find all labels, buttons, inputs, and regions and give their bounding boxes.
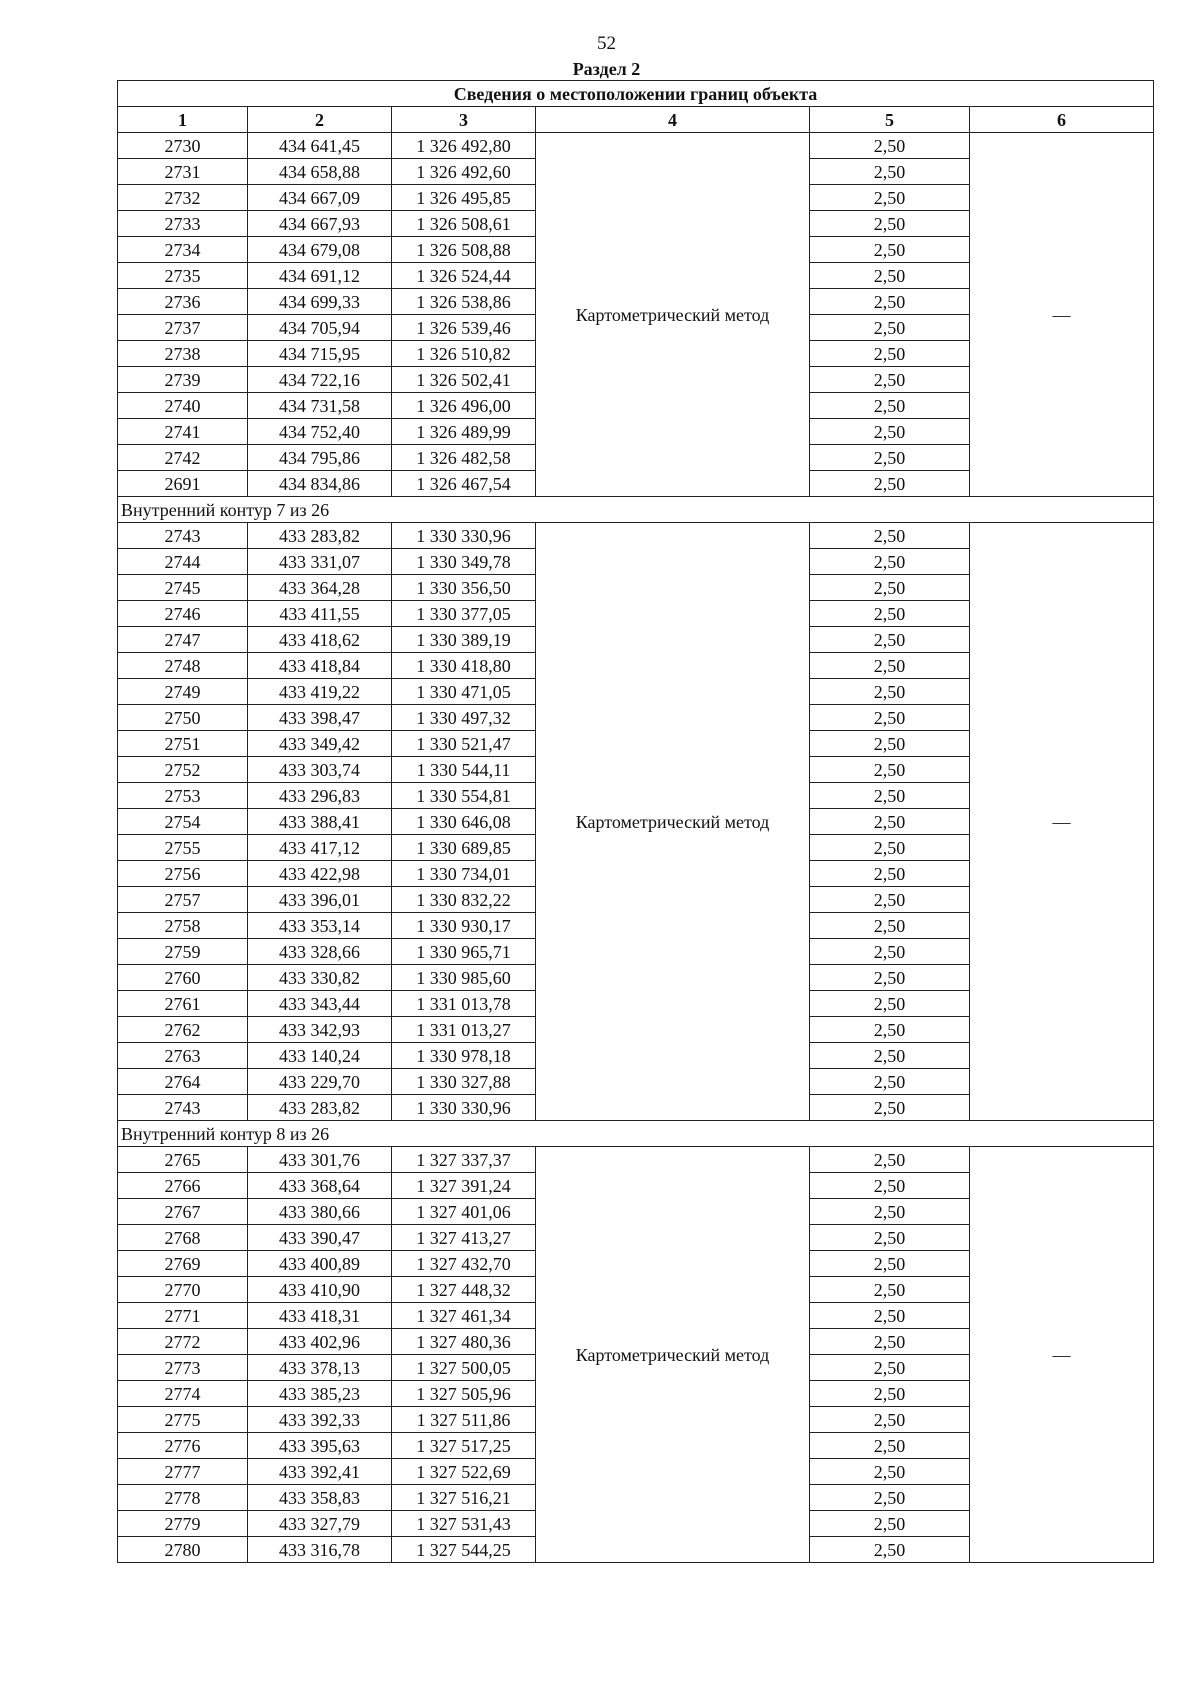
x-coordinate: 433 301,76 — [248, 1147, 392, 1173]
y-coordinate: 1 330 646,08 — [392, 809, 536, 835]
point-number: 2748 — [118, 653, 248, 679]
point-number: 2749 — [118, 679, 248, 705]
y-coordinate: 1 330 330,96 — [392, 1095, 536, 1121]
y-coordinate: 1 330 521,47 — [392, 731, 536, 757]
point-number: 2768 — [118, 1225, 248, 1251]
point-number: 2751 — [118, 731, 248, 757]
y-coordinate: 1 330 930,17 — [392, 913, 536, 939]
y-coordinate: 1 326 482,58 — [392, 445, 536, 471]
precision-value: 2,50 — [810, 237, 970, 263]
precision-value: 2,50 — [810, 1433, 970, 1459]
x-coordinate: 433 283,82 — [248, 523, 392, 549]
point-number: 2741 — [118, 419, 248, 445]
precision-value: 2,50 — [810, 263, 970, 289]
point-number: 2743 — [118, 1095, 248, 1121]
point-number: 2752 — [118, 757, 248, 783]
precision-value: 2,50 — [810, 445, 970, 471]
column-header: 6 — [970, 107, 1154, 133]
x-coordinate: 434 752,40 — [248, 419, 392, 445]
point-number: 2764 — [118, 1069, 248, 1095]
point-number: 2771 — [118, 1303, 248, 1329]
x-coordinate: 433 422,98 — [248, 861, 392, 887]
table-body — [118, 133, 1154, 1563]
contour-title: Внутренний контур 7 из 26 — [118, 497, 1154, 523]
col6-dash: — — [970, 523, 1154, 1121]
y-coordinate: 1 331 013,27 — [392, 1017, 536, 1043]
method-cell: Картометрический метод — [536, 1147, 810, 1563]
col6-dash: — — [970, 1147, 1154, 1563]
precision-value: 2,50 — [810, 653, 970, 679]
y-coordinate: 1 327 401,06 — [392, 1199, 536, 1225]
y-coordinate: 1 326 492,80 — [392, 133, 536, 159]
x-coordinate: 434 641,45 — [248, 133, 392, 159]
point-number: 2733 — [118, 211, 248, 237]
point-number: 2750 — [118, 705, 248, 731]
precision-value: 2,50 — [810, 1251, 970, 1277]
precision-value: 2,50 — [810, 419, 970, 445]
x-coordinate: 433 392,33 — [248, 1407, 392, 1433]
y-coordinate: 1 330 832,22 — [392, 887, 536, 913]
x-coordinate: 433 388,41 — [248, 809, 392, 835]
point-number: 2773 — [118, 1355, 248, 1381]
y-coordinate: 1 327 391,24 — [392, 1173, 536, 1199]
y-coordinate: 1 327 480,36 — [392, 1329, 536, 1355]
y-coordinate: 1 327 531,43 — [392, 1511, 536, 1537]
y-coordinate: 1 326 539,46 — [392, 315, 536, 341]
point-number: 2691 — [118, 471, 248, 497]
point-number: 2775 — [118, 1407, 248, 1433]
x-coordinate: 433 398,47 — [248, 705, 392, 731]
column-header: 3 — [392, 107, 536, 133]
y-coordinate: 1 330 471,05 — [392, 679, 536, 705]
method-cell: Картометрический метод — [536, 133, 810, 497]
point-number: 2747 — [118, 627, 248, 653]
precision-value: 2,50 — [810, 159, 970, 185]
precision-value: 2,50 — [810, 133, 970, 159]
precision-value: 2,50 — [810, 341, 970, 367]
y-coordinate: 1 326 508,61 — [392, 211, 536, 237]
y-coordinate: 1 327 517,25 — [392, 1433, 536, 1459]
precision-value: 2,50 — [810, 1485, 970, 1511]
precision-value: 2,50 — [810, 1355, 970, 1381]
x-coordinate: 434 722,16 — [248, 367, 392, 393]
y-coordinate: 1 330 389,19 — [392, 627, 536, 653]
y-coordinate: 1 327 337,37 — [392, 1147, 536, 1173]
y-coordinate: 1 330 418,80 — [392, 653, 536, 679]
point-number: 2779 — [118, 1511, 248, 1537]
point-number: 2769 — [118, 1251, 248, 1277]
point-number: 2780 — [118, 1537, 248, 1563]
precision-value: 2,50 — [810, 471, 970, 497]
x-coordinate: 434 658,88 — [248, 159, 392, 185]
y-coordinate: 1 326 495,85 — [392, 185, 536, 211]
precision-value: 2,50 — [810, 1173, 970, 1199]
y-coordinate: 1 326 524,44 — [392, 263, 536, 289]
point-number: 2737 — [118, 315, 248, 341]
x-coordinate: 434 679,08 — [248, 237, 392, 263]
point-number: 2756 — [118, 861, 248, 887]
x-coordinate: 433 396,01 — [248, 887, 392, 913]
x-coordinate: 433 378,13 — [248, 1355, 392, 1381]
x-coordinate: 433 385,23 — [248, 1381, 392, 1407]
column-header: 5 — [810, 107, 970, 133]
precision-value: 2,50 — [810, 835, 970, 861]
precision-value: 2,50 — [810, 1147, 970, 1173]
y-coordinate: 1 330 554,81 — [392, 783, 536, 809]
column-header: 1 — [118, 107, 248, 133]
precision-value: 2,50 — [810, 913, 970, 939]
y-coordinate: 1 327 516,21 — [392, 1485, 536, 1511]
x-coordinate: 433 419,22 — [248, 679, 392, 705]
precision-value: 2,50 — [810, 861, 970, 887]
x-coordinate: 433 392,41 — [248, 1459, 392, 1485]
x-coordinate: 433 342,93 — [248, 1017, 392, 1043]
precision-value: 2,50 — [810, 1537, 970, 1563]
column-header: 2 — [248, 107, 392, 133]
y-coordinate: 1 327 413,27 — [392, 1225, 536, 1251]
precision-value: 2,50 — [810, 1017, 970, 1043]
point-number: 2772 — [118, 1329, 248, 1355]
x-coordinate: 434 667,09 — [248, 185, 392, 211]
y-coordinate: 1 326 508,88 — [392, 237, 536, 263]
point-number: 2746 — [118, 601, 248, 627]
x-coordinate: 433 395,63 — [248, 1433, 392, 1459]
point-number: 2766 — [118, 1173, 248, 1199]
x-coordinate: 433 417,12 — [248, 835, 392, 861]
x-coordinate: 433 303,74 — [248, 757, 392, 783]
point-number: 2759 — [118, 939, 248, 965]
precision-value: 2,50 — [810, 757, 970, 783]
precision-value: 2,50 — [810, 575, 970, 601]
point-number: 2738 — [118, 341, 248, 367]
y-coordinate: 1 326 538,86 — [392, 289, 536, 315]
precision-value: 2,50 — [810, 367, 970, 393]
point-number: 2744 — [118, 549, 248, 575]
col6-dash: — — [970, 133, 1154, 497]
table-caption: Сведения о местоположении границ объекта — [118, 81, 1154, 107]
y-coordinate: 1 330 978,18 — [392, 1043, 536, 1069]
point-number: 2739 — [118, 367, 248, 393]
point-number: 2765 — [118, 1147, 248, 1173]
x-coordinate: 434 691,12 — [248, 263, 392, 289]
y-coordinate: 1 330 544,11 — [392, 757, 536, 783]
precision-value: 2,50 — [810, 1043, 970, 1069]
x-coordinate: 433 418,31 — [248, 1303, 392, 1329]
precision-value: 2,50 — [810, 1459, 970, 1485]
point-number: 2753 — [118, 783, 248, 809]
point-number: 2777 — [118, 1459, 248, 1485]
y-coordinate: 1 330 377,05 — [392, 601, 536, 627]
y-coordinate: 1 327 461,34 — [392, 1303, 536, 1329]
precision-value: 2,50 — [810, 809, 970, 835]
y-coordinate: 1 327 448,32 — [392, 1277, 536, 1303]
x-coordinate: 433 368,64 — [248, 1173, 392, 1199]
precision-value: 2,50 — [810, 289, 970, 315]
point-number: 2734 — [118, 237, 248, 263]
table-row — [118, 523, 1154, 549]
y-coordinate: 1 330 689,85 — [392, 835, 536, 861]
y-coordinate: 1 330 965,71 — [392, 939, 536, 965]
x-coordinate: 433 418,62 — [248, 627, 392, 653]
precision-value: 2,50 — [810, 627, 970, 653]
x-coordinate: 434 731,58 — [248, 393, 392, 419]
x-coordinate: 434 834,86 — [248, 471, 392, 497]
y-coordinate: 1 326 510,82 — [392, 341, 536, 367]
x-coordinate: 433 411,55 — [248, 601, 392, 627]
precision-value: 2,50 — [810, 1199, 970, 1225]
point-number: 2774 — [118, 1381, 248, 1407]
precision-value: 2,50 — [810, 1277, 970, 1303]
contour-header-row — [118, 1121, 1154, 1147]
y-coordinate: 1 326 489,99 — [392, 419, 536, 445]
precision-value: 2,50 — [810, 185, 970, 211]
point-number: 2755 — [118, 835, 248, 861]
y-coordinate: 1 330 985,60 — [392, 965, 536, 991]
y-coordinate: 1 330 356,50 — [392, 575, 536, 601]
x-coordinate: 433 330,82 — [248, 965, 392, 991]
precision-value: 2,50 — [810, 1329, 970, 1355]
boundary-table — [117, 80, 1154, 1563]
point-number: 2760 — [118, 965, 248, 991]
x-coordinate: 434 667,93 — [248, 211, 392, 237]
table-row — [118, 1147, 1154, 1173]
x-coordinate: 434 795,86 — [248, 445, 392, 471]
y-coordinate: 1 327 432,70 — [392, 1251, 536, 1277]
precision-value: 2,50 — [810, 211, 970, 237]
y-coordinate: 1 327 500,05 — [392, 1355, 536, 1381]
x-coordinate: 433 229,70 — [248, 1069, 392, 1095]
x-coordinate: 433 349,42 — [248, 731, 392, 757]
table-row — [118, 133, 1154, 159]
x-coordinate: 434 699,33 — [248, 289, 392, 315]
x-coordinate: 433 410,90 — [248, 1277, 392, 1303]
y-coordinate: 1 327 505,96 — [392, 1381, 536, 1407]
x-coordinate: 433 327,79 — [248, 1511, 392, 1537]
point-number: 2736 — [118, 289, 248, 315]
precision-value: 2,50 — [810, 939, 970, 965]
point-number: 2732 — [118, 185, 248, 211]
x-coordinate: 433 296,83 — [248, 783, 392, 809]
x-coordinate: 433 140,24 — [248, 1043, 392, 1069]
method-cell: Картометрический метод — [536, 523, 810, 1121]
x-coordinate: 433 328,66 — [248, 939, 392, 965]
precision-value: 2,50 — [810, 315, 970, 341]
point-number: 2735 — [118, 263, 248, 289]
precision-value: 2,50 — [810, 601, 970, 627]
precision-value: 2,50 — [810, 1225, 970, 1251]
point-number: 2758 — [118, 913, 248, 939]
point-number: 2767 — [118, 1199, 248, 1225]
x-coordinate: 433 402,96 — [248, 1329, 392, 1355]
precision-value: 2,50 — [810, 1303, 970, 1329]
column-header: 4 — [536, 107, 810, 133]
y-coordinate: 1 327 522,69 — [392, 1459, 536, 1485]
x-coordinate: 433 358,83 — [248, 1485, 392, 1511]
y-coordinate: 1 330 734,01 — [392, 861, 536, 887]
point-number: 2730 — [118, 133, 248, 159]
precision-value: 2,50 — [810, 523, 970, 549]
point-number: 2757 — [118, 887, 248, 913]
x-coordinate: 434 705,94 — [248, 315, 392, 341]
precision-value: 2,50 — [810, 965, 970, 991]
x-coordinate: 433 390,47 — [248, 1225, 392, 1251]
point-number: 2770 — [118, 1277, 248, 1303]
point-number: 2742 — [118, 445, 248, 471]
precision-value: 2,50 — [810, 549, 970, 575]
precision-value: 2,50 — [810, 679, 970, 705]
precision-value: 2,50 — [810, 1511, 970, 1537]
y-coordinate: 1 326 467,54 — [392, 471, 536, 497]
section-title: Раздел 2 — [572, 59, 641, 79]
y-coordinate: 1 330 327,88 — [392, 1069, 536, 1095]
point-number: 2745 — [118, 575, 248, 601]
x-coordinate: 433 283,82 — [248, 1095, 392, 1121]
precision-value: 2,50 — [810, 731, 970, 757]
point-number: 2731 — [118, 159, 248, 185]
x-coordinate: 433 316,78 — [248, 1537, 392, 1563]
x-coordinate: 433 343,44 — [248, 991, 392, 1017]
precision-value: 2,50 — [810, 887, 970, 913]
y-coordinate: 1 326 492,60 — [392, 159, 536, 185]
point-number: 2754 — [118, 809, 248, 835]
point-number: 2776 — [118, 1433, 248, 1459]
y-coordinate: 1 330 497,32 — [392, 705, 536, 731]
contour-header-row — [118, 497, 1154, 523]
x-coordinate: 433 353,14 — [248, 913, 392, 939]
precision-value: 2,50 — [810, 991, 970, 1017]
y-coordinate: 1 327 511,86 — [392, 1407, 536, 1433]
x-coordinate: 433 364,28 — [248, 575, 392, 601]
point-number: 2743 — [118, 523, 248, 549]
precision-value: 2,50 — [810, 393, 970, 419]
contour-title: Внутренний контур 8 из 26 — [118, 1121, 1154, 1147]
x-coordinate: 433 331,07 — [248, 549, 392, 575]
point-number: 2763 — [118, 1043, 248, 1069]
point-number: 2778 — [118, 1485, 248, 1511]
precision-value: 2,50 — [810, 783, 970, 809]
y-coordinate: 1 330 349,78 — [392, 549, 536, 575]
x-coordinate: 433 418,84 — [248, 653, 392, 679]
x-coordinate: 434 715,95 — [248, 341, 392, 367]
y-coordinate: 1 330 330,96 — [392, 523, 536, 549]
point-number: 2761 — [118, 991, 248, 1017]
precision-value: 2,50 — [810, 1381, 970, 1407]
precision-value: 2,50 — [810, 1069, 970, 1095]
x-coordinate: 433 400,89 — [248, 1251, 392, 1277]
precision-value: 2,50 — [810, 1407, 970, 1433]
y-coordinate: 1 326 496,00 — [392, 393, 536, 419]
precision-value: 2,50 — [810, 1095, 970, 1121]
precision-value: 2,50 — [810, 705, 970, 731]
point-number: 2762 — [118, 1017, 248, 1043]
point-number: 2740 — [118, 393, 248, 419]
y-coordinate: 1 327 544,25 — [392, 1537, 536, 1563]
y-coordinate: 1 326 502,41 — [392, 367, 536, 393]
y-coordinate: 1 331 013,78 — [392, 991, 536, 1017]
x-coordinate: 433 380,66 — [248, 1199, 392, 1225]
page-number: 52 — [597, 33, 616, 54]
